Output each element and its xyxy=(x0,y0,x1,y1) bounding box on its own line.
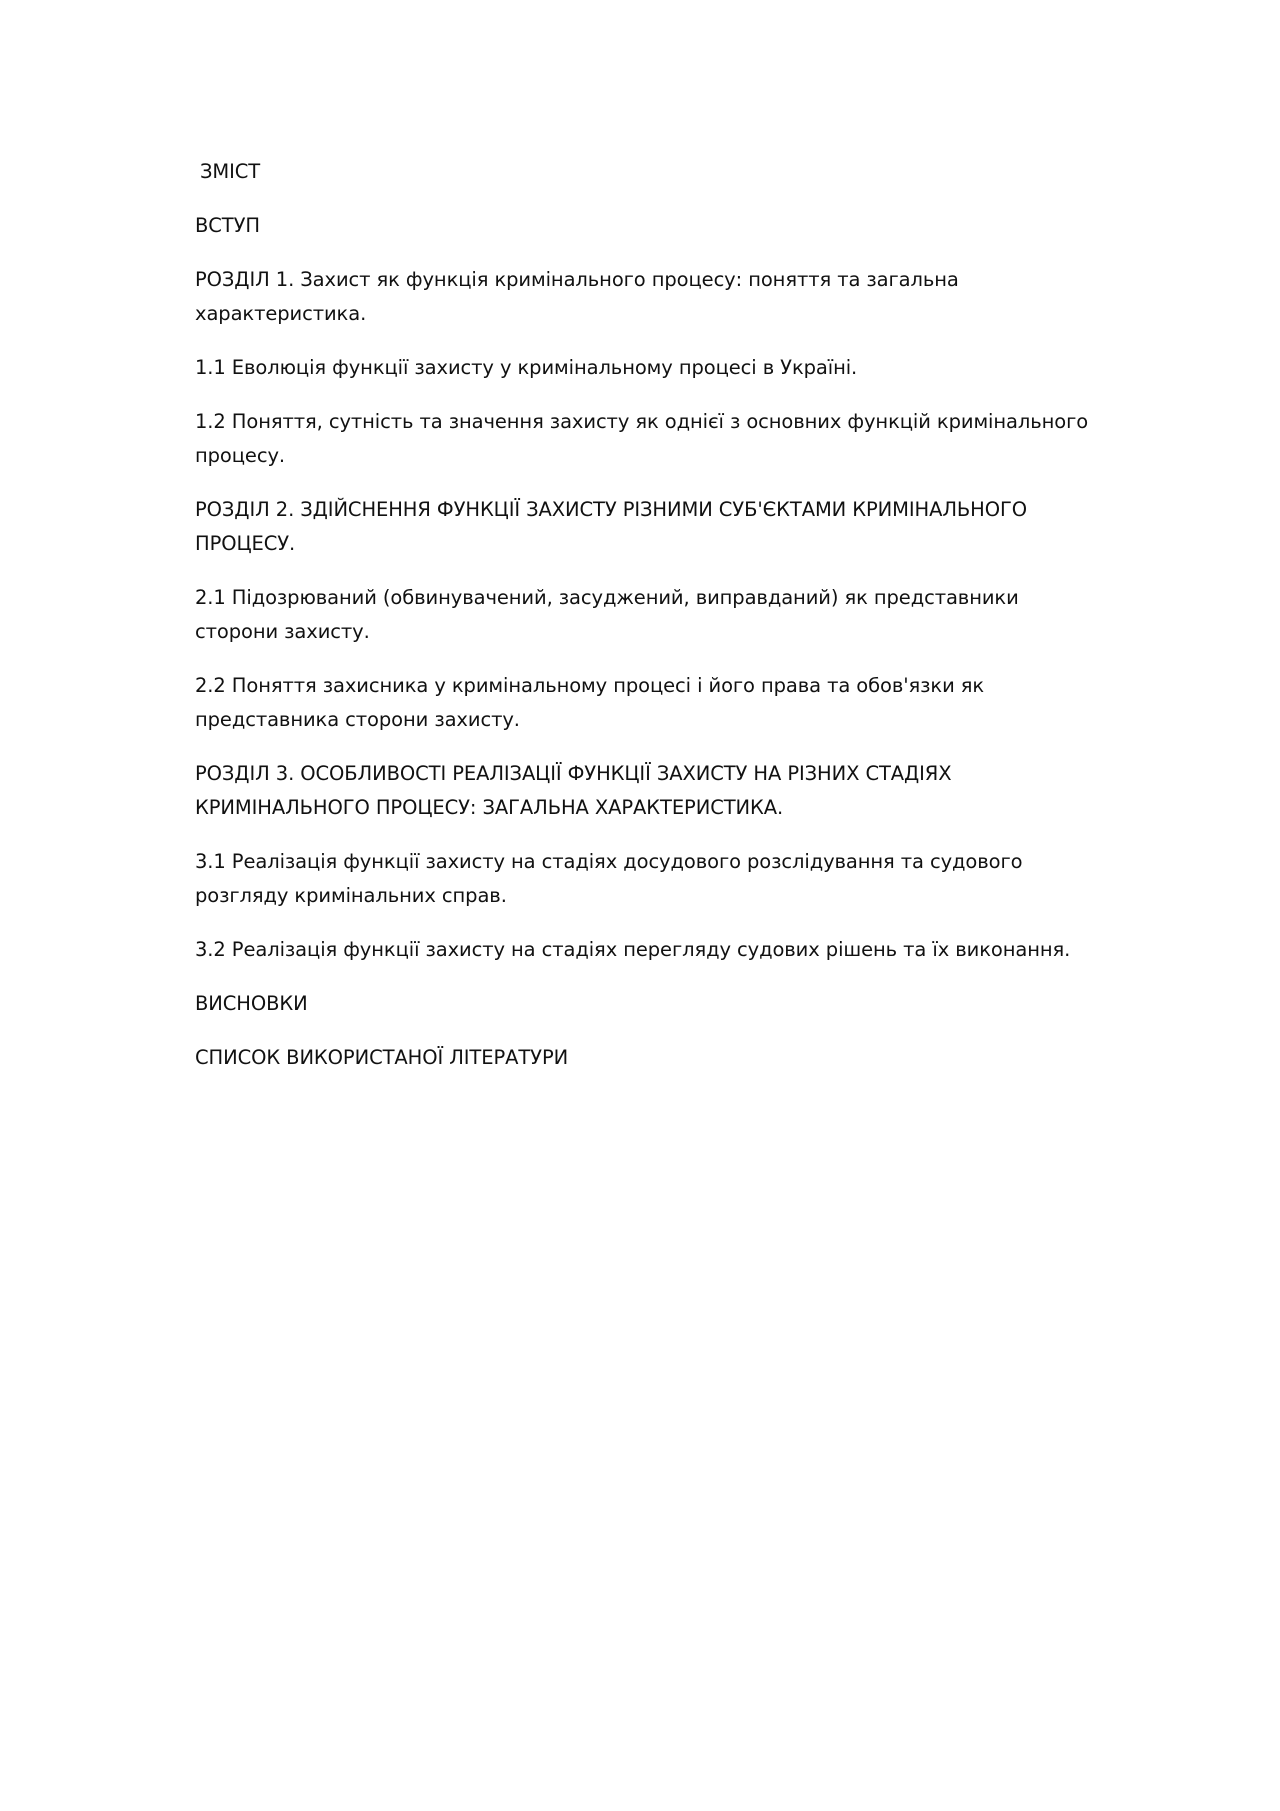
toc-entry-chapter-1: РОЗДІЛ 1. Захист як функція кримінального процесу: поняття та загальна характеристика. xyxy=(195,268,959,325)
toc-entry-section-2-2: 2.2 Поняття захисника у кримінальному процесі і його права та обов'язки як представника сторони захисту. xyxy=(195,674,985,731)
toc-entry-chapter-3: РОЗДІЛ 3. ОСОБЛИВОСТІ РЕАЛІЗАЦІЇ ФУНКЦІЇ ЗАХИСТУ НА РІЗНИХ СТАДІЯХ КРИМІНАЛЬНОГО ПРОЦЕСУ: ЗАГАЛЬНА ХАРАКТЕРИСТИКА. xyxy=(195,762,952,819)
toc-entry-references: СПИСОК ВИКОРИСТАНОЇ ЛІТЕРАТУРИ xyxy=(195,1046,569,1069)
toc-title: ЗМІСТ xyxy=(200,160,261,183)
toc-entry-section-1-1: 1.1 Еволюція функції захисту у кримінальному процесі в Україні. xyxy=(195,356,858,379)
toc-entry-chapter-2: РОЗДІЛ 2. ЗДІЙСНЕННЯ ФУНКЦІЇ ЗАХИСТУ РІЗНИМИ СУБ'ЄКТАМИ КРИМІНАЛЬНОГО ПРОЦЕСУ. xyxy=(195,498,1028,555)
toc-entry-introduction: ВСТУП xyxy=(195,214,260,237)
toc-entry-section-3-1: 3.1 Реалізація функції захисту на стадіях досудового розслідування та судового розгляду кримінальних справ. xyxy=(195,850,1023,907)
table-of-contents xyxy=(195,155,1100,1095)
toc-entry-section-1-2: 1.2 Поняття, сутність та значення захисту як однієї з основних функцій кримінального процесу. xyxy=(195,410,1089,467)
toc-entry-section-2-1: 2.1 Підозрюваний (обвинувачений, засуджений, виправданий) як представники сторони захисту. xyxy=(195,586,1019,643)
toc-entry-section-3-2: 3.2 Реалізація функції захисту на стадіях перегляду судових рішень та їх виконання. xyxy=(195,938,1071,961)
toc-entry-conclusions: ВИСНОВКИ xyxy=(195,992,308,1015)
